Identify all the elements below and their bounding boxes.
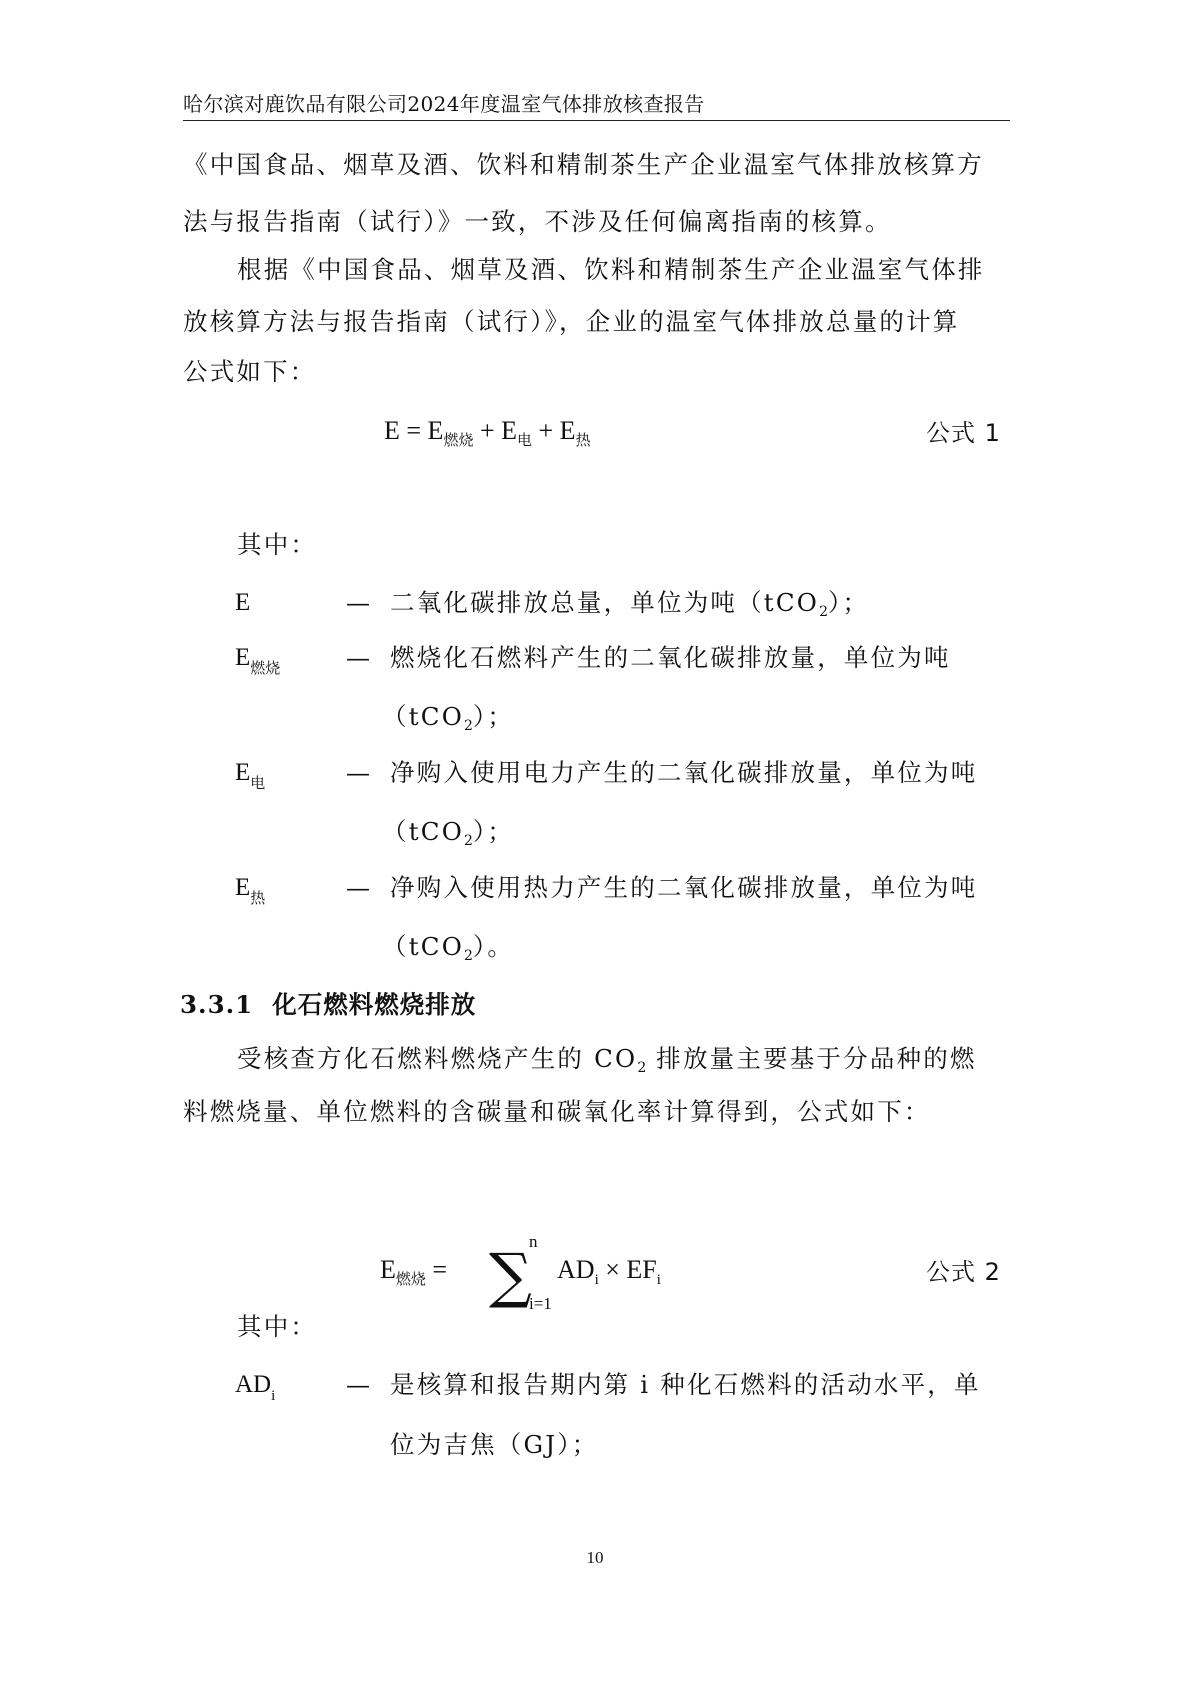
- formula-1-sub-heat: 热: [575, 431, 591, 449]
- def-dash: —: [346, 1371, 370, 1399]
- def-symbol: $E_电$: [235, 759, 266, 792]
- def-dash: —: [346, 874, 370, 902]
- def-text-cont: （tCO$_2$）。: [382, 932, 515, 964]
- page-number: 10: [586, 1548, 604, 1567]
- def-text: 二氧化碳排放总量，单位为吨（tCO$_2$）；: [390, 588, 870, 620]
- formula-2-label: 公式 2: [926, 1258, 1001, 1286]
- sum-lower-limit: i=1: [529, 1294, 552, 1313]
- formula-1: [384, 413, 591, 458]
- where-label: 其中：: [237, 530, 318, 559]
- def-dash: —: [346, 759, 370, 787]
- section-heading: [180, 988, 476, 1022]
- sum-upper-limit: n: [529, 1232, 538, 1251]
- formula-1-term3: + E: [532, 416, 576, 445]
- def-dash: —: [346, 589, 370, 617]
- def-text-cont: （tCO$_2$）；: [382, 702, 515, 734]
- def-text-cont: （tCO$_2$）；: [382, 817, 515, 849]
- formula-1-sub-elec: 电: [517, 431, 533, 449]
- summation-symbol: [489, 1232, 552, 1314]
- paragraph-line: 法与报告指南（试行）》一致，不涉及任何偏离指南的核算。: [183, 207, 892, 236]
- where-label: 其中：: [237, 1312, 318, 1341]
- paragraph-line: 公式如下：: [183, 357, 317, 386]
- paragraph-line: 根据《中国食品、烟草及酒、饮料和精制茶生产企业温室气体排: [237, 255, 985, 284]
- def-text: 是核算和报告期内第 i 种化石燃料的活动水平，单: [390, 1370, 981, 1399]
- header-title: 哈尔滨对鹿饮品有限公司2024年度温室气体排放核查报告: [183, 92, 705, 116]
- def-symbol: $AD_i$: [235, 1371, 276, 1404]
- running-header: [183, 86, 1010, 121]
- def-text: 燃烧化石燃料产生的二氧化碳排放量，单位为吨: [390, 643, 951, 672]
- section-number: 3.3.1: [180, 990, 254, 1019]
- def-dash: —: [346, 644, 370, 672]
- formula-2-lhs: $E_{燃烧}$ =: [380, 1255, 448, 1288]
- formula-1-term2: + E: [473, 416, 517, 445]
- formula-1-sub-burn: 燃烧: [443, 431, 474, 449]
- def-text: 净购入使用电力产生的二氧化碳排放量，单位为吨: [390, 758, 978, 787]
- def-symbol: $E_热$: [235, 874, 266, 907]
- def-symbol: $E_{燃烧}$: [235, 644, 281, 677]
- section-title: 化石燃料燃烧排放: [272, 990, 477, 1019]
- paragraph-line: 料燃烧量、单位燃料的含碳量和碳氧化率计算得到，公式如下：: [183, 1097, 931, 1126]
- paragraph-line: 《中国食品、烟草及酒、饮料和精制茶生产企业温室气体排放核算方: [183, 150, 984, 179]
- formula-2-rhs: $AD_i \times EF_i$: [557, 1255, 661, 1288]
- def-symbol: E: [235, 589, 251, 616]
- paragraph-line: 受核查方化石燃料燃烧产生的 $CO_2$ 排放量主要基于分品种的燃: [237, 1044, 977, 1076]
- formula-1-label: 公式 1: [926, 419, 1001, 447]
- def-text-cont: 位为吉焦（GJ）；: [390, 1430, 599, 1459]
- formula-1-lhs: E = E: [384, 416, 444, 445]
- sigma-icon: ∑: [489, 1241, 532, 1311]
- def-text: 净购入使用热力产生的二氧化碳排放量，单位为吨: [390, 873, 978, 902]
- paragraph-line: 放核算方法与报告指南（试行）》，企业的温室气体排放总量的计算: [183, 307, 960, 336]
